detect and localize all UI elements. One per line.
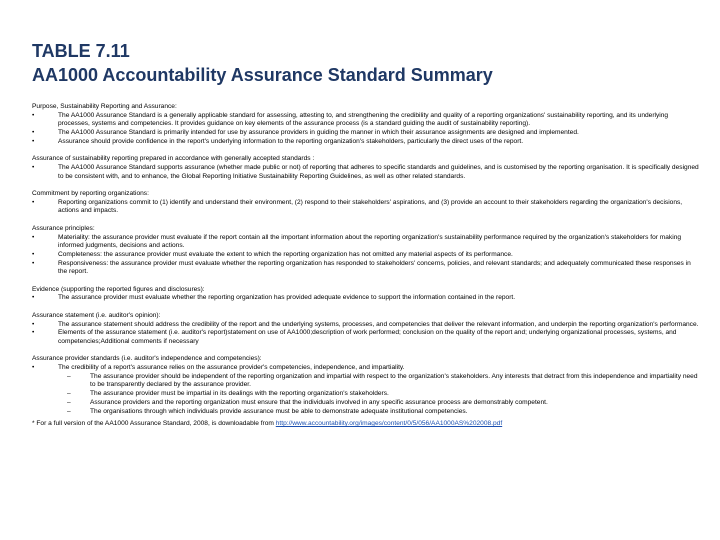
bullet-list	[32, 234, 700, 278]
list-item: • Reporting organizations commit to (1) identify and understand their environment, (2) respond to their stakeholders' aspirations, and (3) provide an account to their stakeholders regarding the organization's decisions, actions and impacts.	[32, 199, 700, 216]
sub-list-item: – The assurance provider should be independent of the reporting organization and impartial with respect to the organization's stakeholders. Any interests that detract from this independence and impartiality need to be transparently declared by the assurance provider.	[58, 373, 700, 390]
sub-bullet-list	[58, 373, 700, 417]
title-line-1: TABLE 7.11	[32, 41, 130, 61]
list-item: • Elements of the assurance statement (i.e. auditor's report)statement on use of AA1000;description of work performed; conclusion on the quality of the report and; underlying organizational processes, systems, and competencies;Additional comments if necessary	[32, 329, 700, 346]
list-item: • The assurance provider must evaluate whether the reporting organization has provided adequate evidence to support the information contained in the report.	[32, 294, 700, 303]
sub-list-item: – Assurance providers and the reporting organization must ensure that the individuals involved in any specific assurance process are demonstrably competent.	[58, 399, 700, 408]
section-purpose	[32, 103, 700, 147]
bullet-list	[32, 364, 700, 416]
bullet-list	[32, 294, 700, 303]
sub-list-item: – The assurance provider must be impartial in its dealings with the reporting organization's stakeholders.	[58, 390, 700, 399]
list-item: • The assurance statement should address the credibility of the report and the underlying systems, processes, and competencies that deliver the relevant information, and underpin the reporting organization's performance.	[32, 321, 700, 330]
section-heading: Evidence (supporting the reported figures and disclosures):	[32, 285, 205, 293]
list-item: • Assurance should provide confidence in the report's underlying information to the reporting organization's stakeholders, particularly the direct uses of the report.	[32, 138, 700, 147]
footnote	[32, 420, 700, 429]
section-evidence	[32, 286, 700, 303]
section-generally-accepted-standards	[32, 155, 700, 181]
list-item: • The AA1000 Assurance Standard supports assurance (whether made public or not) of reporting that adheres to specific standards and guidelines, and is customised by the reporting organisation. It is specifically designed to be consistent with, and to enhance, the Global Reporting Initiative Sustainability Reporting Guidelines, as well as other related standards.	[32, 164, 700, 181]
bullet-list	[32, 164, 700, 181]
page-title	[32, 39, 493, 87]
section-assurance-principles	[32, 225, 700, 277]
sub-list-item: – The organisations through which individuals provide assurance must be able to demonstrate adequate institutional competencies.	[58, 408, 700, 417]
bullet-list	[32, 112, 700, 147]
footnote-text: * For a full version of the AA1000 Assurance Standard, 2008, is downloadable from	[32, 420, 274, 428]
section-commitment	[32, 190, 700, 216]
summary-content	[32, 103, 700, 429]
title-line-2: AA1000 Accountability Assurance Standard Summary	[32, 65, 493, 85]
section-heading: Assurance principles:	[32, 224, 95, 232]
section-heading: Commitment by reporting organizations:	[32, 190, 149, 197]
list-item-text: The credibility of a report's assurance relies on the assurance provider's competencies, independence, and impartiality.	[58, 364, 405, 371]
list-item: • Materiality: the assurance provider must evaluate if the report contain all the important information about the reporting organization's sustainability performance required by the organization's stakeholders for making informed judgments, decisions and actions.	[32, 234, 700, 251]
section-provider-standards	[32, 355, 700, 416]
list-item	[32, 364, 700, 416]
section-heading: Assurance of sustainability reporting prepared in accordance with generally accepted standards :	[32, 155, 315, 163]
section-heading: Assurance statement (i.e. auditor's opinion):	[32, 311, 161, 319]
section-heading: Purpose, Sustainability Reporting and Assurance:	[32, 103, 177, 110]
bullet-list	[32, 199, 700, 216]
download-link[interactable]: http://www.accountability.org/images/content/0/5/056/AA1000AS%202008.pdf	[275, 420, 503, 428]
section-assurance-statement	[32, 312, 700, 347]
bullet-list	[32, 321, 700, 347]
list-item: • The AA1000 Assurance Standard is primarily intended for use by assurance providers in guiding the manner in which their assurance assignments are designed and implemented.	[32, 129, 700, 138]
section-heading: Assurance provider standards (i.e. auditor's independence and competencies):	[32, 355, 262, 363]
list-item: • Completeness: the assurance provider must evaluate the extent to which the reporting organization has not omitted any material aspects of its performance.	[32, 251, 700, 260]
list-item: • Responsiveness: the assurance provider must evaluate whether the reporting organization has responded to stakeholders' concerns, policies, and relevant standards; and adequately communicated these responses in the report.	[32, 260, 700, 277]
list-item: • The AA1000 Assurance Standard is a generally applicable standard for assessing, attesting to, and strengthening the credibility and quality of a reporting organizations' sustainability reporting, and its underlying processes, systems and competencies. It provides guidance on key elements of the assurance process (is a standard guiding the audit of sustainability reporting).	[32, 112, 700, 129]
